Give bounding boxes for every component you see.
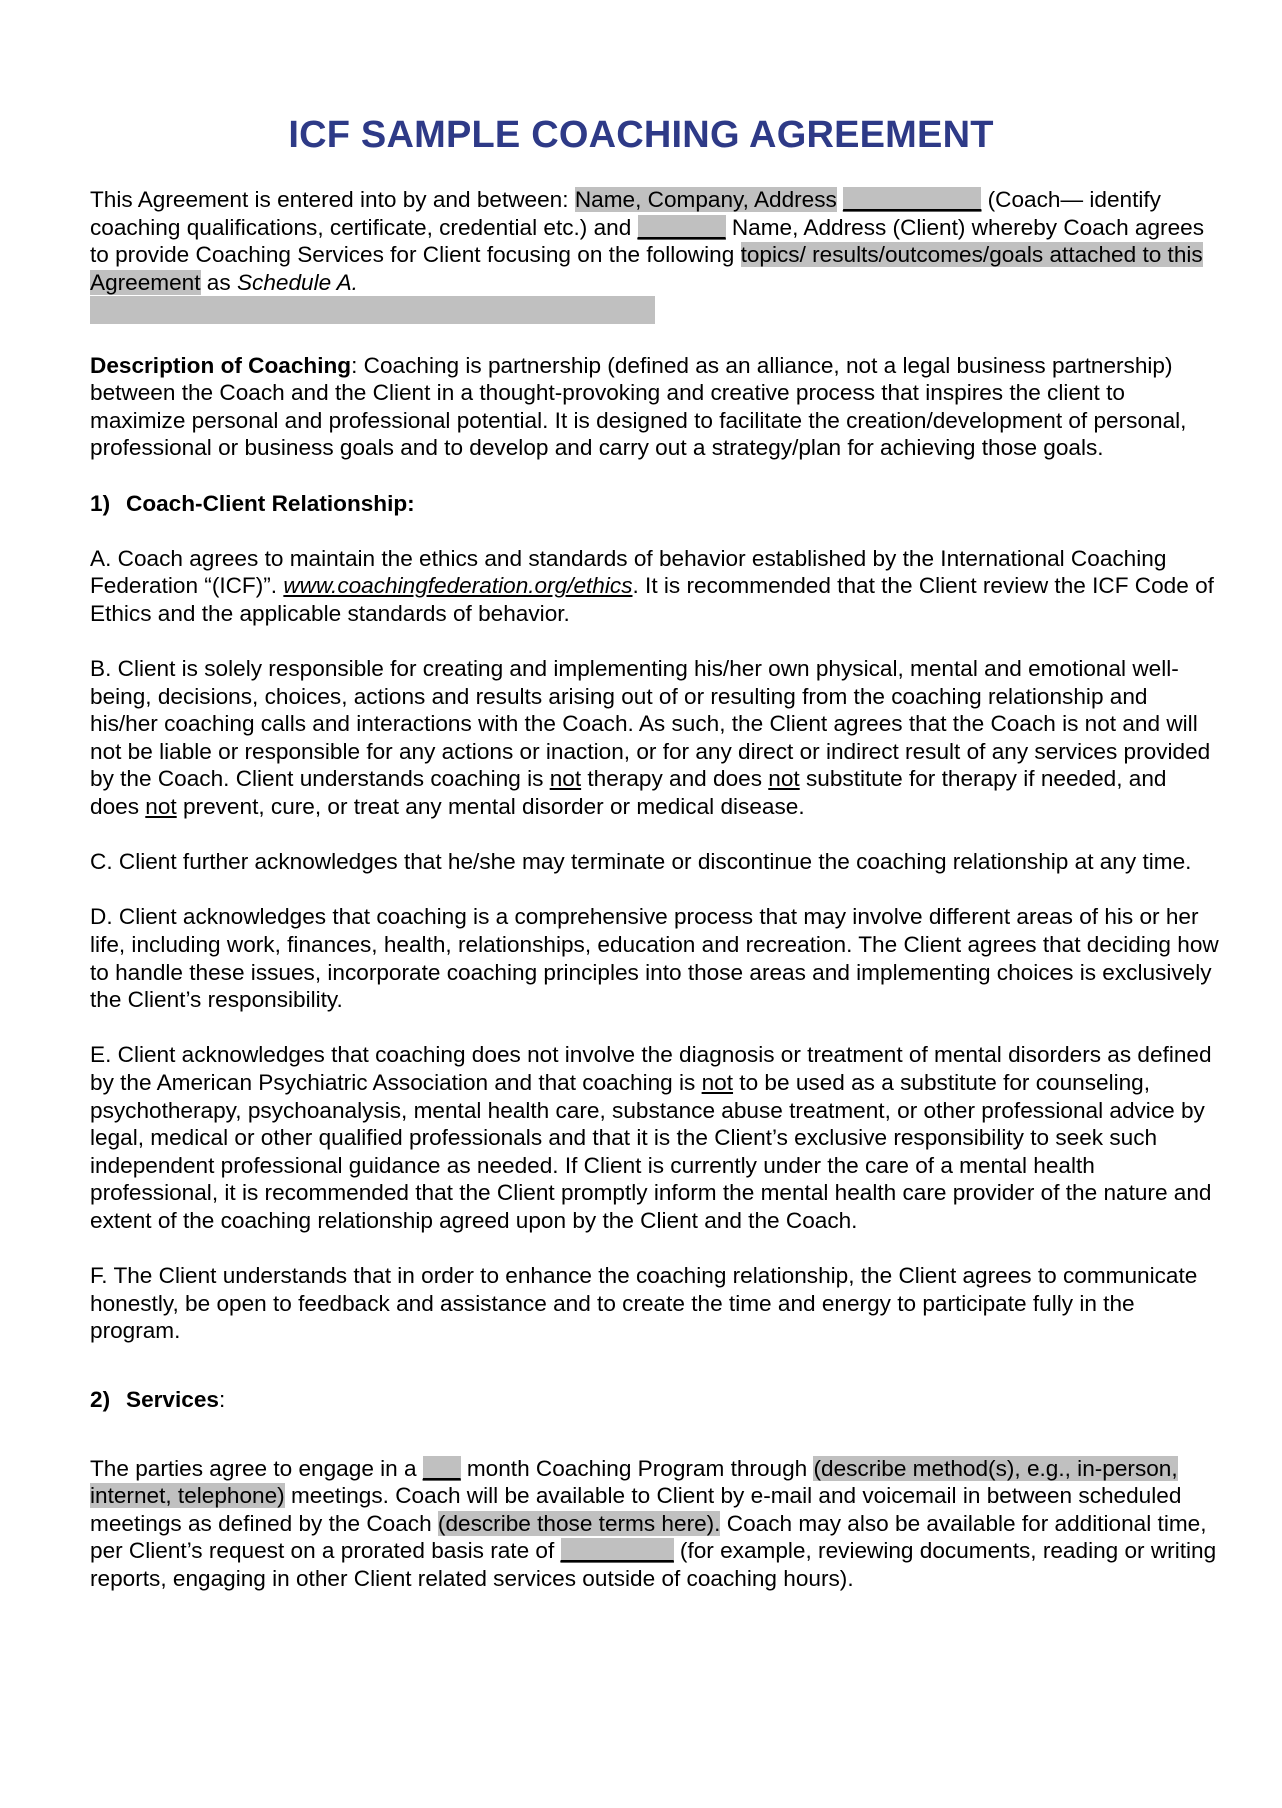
terms-field[interactable]: (describe those terms here). [437,1510,721,1536]
intro-paragraph [90,186,1220,324]
clause-text: substitute for therapy if needed, and does [90,766,1167,820]
clause-text: (for example, reviewing documents, reading or writing reports, engaging in other Client related services outside of coaching hours). [90,1538,1217,1591]
clause-a [90,545,1220,628]
document-title: ICF SAMPLE COACHING AGREEMENT [288,114,994,156]
clause-text: A. Coach agrees to maintain the ethics and standards of behavior established by the International Coaching Federation “(ICF)”. [90,545,1167,599]
clause-b [90,655,1220,821]
topics-field[interactable]: topics/ results/outcomes/goals attached to this Agreement [90,242,1203,295]
services-paragraph [90,1455,1220,1593]
clause-text: B. Client is solely responsible for creating and implementing his/her own physical, mental and emotional well-being, decisions, choices, actions and results arising out of or resulting from the coaching relationship and his/her coaching calls and interactions with the Coach. As such, the Client agrees that the Coach is not and will not be liable or responsible for any actions or inaction, or for any direct or indirect result of any services provided by the Coach. Client understands coaching is [90,656,1211,792]
emphasis-not: not [701,1070,734,1095]
clause-d: D. Client acknowledges that coaching is a comprehensive process that may involve different areas of his or her life, including work, finances, health, relationships, education and recreation. The Client agrees that deciding how to handle these issues, incorporate coaching principles into those areas and implementing choices is exclusively the Client’s responsibility. [90,904,1219,1013]
intro-text: as [200,269,237,295]
ethics-link[interactable]: www.coachingfederation.org/ethics [283,573,633,599]
coach-name-field[interactable]: Name, Company, Address [574,187,837,212]
document-body [90,186,1220,1620]
emphasis-not: not [145,794,177,820]
clause-c: C. Client further acknowledges that he/she may terminate or discontinue the coaching relationship at any time. [90,849,1192,875]
section-colon: : [218,1386,226,1412]
emphasis-not: not [549,766,582,792]
clause-text: therapy and does [581,766,769,792]
clause-text: Coach may also be available for additional time, per Client’s request on a prorated basis rate of [90,1510,1207,1564]
section-number: 2) [90,1386,111,1412]
clause-text: . It is recommended that the Client review the ICF Code of Ethics and the applicable standards of behavior. [90,573,1214,626]
section-2-heading [90,1386,1220,1414]
method-field[interactable]: (describe method(s), e.g., in-person, internet, telephone) [90,1455,1178,1509]
section-title: Services [126,1386,219,1412]
schedule-reference: Schedule A. [236,269,358,295]
clause-e [90,1041,1220,1234]
description-text: : Coaching is partnership (defined as an alliance, not a legal business partnership) between the Coach and the Client in a thought-provoking and creative process that inspires the client to maximize personal and professional potential. It is designed to facilitate the creation/development of personal, professional or business goals and to develop and carry out a strategy/plan for achieving those goals. [90,352,1187,461]
clause-text: meetings. Coach will be available to Client by e-mail and voicemail in between scheduled meetings as defined by the Coach [90,1483,1182,1536]
intro-text: Name, Address (Client) whereby Coach agrees to provide Coaching Services for Client focusing on the following [90,214,1204,268]
section-title: Coach-Client Relationship: [126,490,415,516]
emphasis-not: not [768,766,800,792]
clause-text: prevent, cure, or treat any mental disorder or medical disease. [176,794,805,820]
clause-f: F. The Client understands that in order to enhance the coaching relationship, the Client agrees to communicate honestly, be open to feedback and assistance and to create the time and energy to participate fully in the program. [90,1263,1198,1344]
clause-text: to be used as a substitute for counseling, psychotherapy, psychoanalysis, mental health care, substance abuse treatment, or other professional advice by legal, medical or other qualified professionals and that it is the Client’s exclusive responsibility to seek such independent professional guidance as needed. If Client is currently under the care of a mental health professional, it is recommended that the Client promptly inform the mental health care provider of the nature and extent of the coaching relationship agreed upon by the Client and the Coach. [90,1070,1212,1233]
intro-text: This Agreement is entered into by and between: [90,187,575,212]
rate-blank-field[interactable]: _________ [560,1538,674,1564]
coach-blank-field[interactable]: ___________ [843,187,982,212]
clause-text: month Coaching Program through [460,1455,814,1481]
client-blank-field[interactable]: _______ [637,214,726,240]
topics-field-extension[interactable] [90,296,655,324]
clause-text: The parties agree to engage in a [90,1455,423,1481]
section-1-heading [90,490,1220,518]
description-label: Description of Coaching [90,352,352,378]
months-blank-field[interactable]: ___ [422,1455,461,1481]
section-number: 1) [90,490,111,516]
description-paragraph [90,352,1220,462]
intro-text: (Coach— identify coaching qualifications, certificate, credential etc.) and [90,187,1161,240]
clause-text: E. Client acknowledges that coaching does not involve the diagnosis or treatment of mental disorders as defined by the American Psychiatric Association and that coaching is [90,1042,1212,1095]
